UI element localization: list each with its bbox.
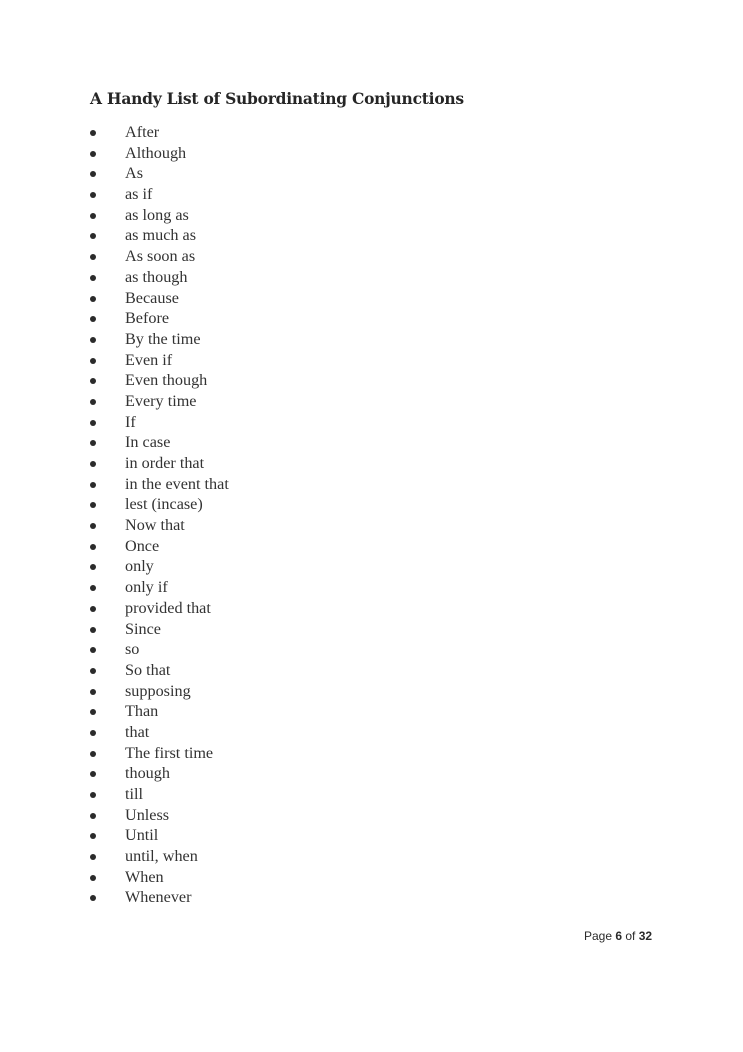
list-item-text: Once (125, 536, 160, 555)
list-item-text: In case (125, 433, 171, 452)
bullet-icon (90, 689, 96, 695)
list-item-text: until, when (125, 847, 198, 866)
bullet-icon (90, 895, 96, 901)
list-item-text: If (125, 412, 136, 431)
bullet-icon (90, 627, 96, 633)
bullet-icon (90, 171, 96, 177)
list-item-text: When (125, 867, 164, 886)
bullet-icon (90, 151, 96, 157)
bullet-icon (90, 751, 96, 757)
bullet-icon (90, 316, 96, 322)
list-item-text: only if (125, 578, 168, 597)
list-item-text: provided that (125, 598, 211, 617)
list-item-text: as much as (125, 226, 197, 245)
bullet-icon (90, 461, 96, 467)
bullet-icon (90, 813, 96, 819)
bullet-icon (90, 420, 96, 426)
bullet-icon (90, 337, 96, 343)
list-item-text: So that (125, 660, 171, 679)
list-item-text: Until (125, 826, 159, 845)
bullet-icon (90, 130, 96, 136)
bullet-icon (90, 482, 96, 488)
list-item-text: Because (125, 288, 179, 307)
list-item-text: lest (incase) (125, 495, 203, 514)
total-pages-number: 32 (638, 929, 653, 943)
list-item-text: Even though (125, 371, 208, 390)
current-page-number: 6 (615, 929, 623, 943)
list-item-text: only (125, 557, 154, 576)
bullet-icon (90, 213, 96, 219)
list-item-text: Even if (125, 350, 173, 369)
bullet-icon (90, 378, 96, 384)
list-item-text: As (125, 164, 143, 183)
list-item-text: in the event that (125, 474, 229, 493)
bullet-icon (90, 792, 96, 798)
bullet-icon (90, 647, 96, 653)
list-item-text: as long as (125, 205, 189, 224)
bullet-icon (90, 771, 96, 777)
list-item-text: Although (125, 143, 187, 162)
bullet-icon (90, 544, 96, 550)
list-item-text: as if (125, 185, 153, 204)
list-item-text: After (125, 123, 160, 141)
list-item-text: Since (125, 619, 161, 638)
bullet-icon (90, 502, 96, 508)
list-item-text: As soon as (125, 247, 196, 266)
bullet-icon (90, 399, 96, 405)
list-item-text: Now that (125, 516, 185, 535)
bullet-icon (90, 358, 96, 364)
bullet-icon (90, 875, 96, 881)
list-item-text: Every time (125, 391, 197, 410)
page-title: A Handy List of Subordinating Conjunctions (90, 89, 464, 108)
list-item-text: Whenever (125, 888, 192, 907)
list-item-text: supposing (125, 681, 191, 700)
page-prefix: Page (584, 929, 616, 943)
list-item-text: By the time (125, 329, 201, 348)
list-item-text: The first time (125, 743, 214, 762)
list-item-text: as though (125, 267, 188, 286)
list-item-text: Unless (125, 805, 170, 824)
bullet-icon (90, 275, 96, 281)
bullet-icon (90, 668, 96, 674)
list-item-text: so (125, 640, 140, 659)
list-item-text: though (125, 764, 170, 783)
bullet-icon (90, 523, 96, 529)
bullet-icon (90, 730, 96, 736)
bullet-icon (90, 709, 96, 715)
list-item-text: till (125, 785, 143, 803)
page-number-footer (584, 929, 652, 943)
list-item-text: that (125, 722, 150, 741)
bullet-icon (90, 192, 96, 198)
list-item-text: Before (125, 309, 170, 328)
bullet-icon (90, 606, 96, 612)
list-item-text: in order that (125, 454, 205, 472)
bullet-icon (90, 564, 96, 570)
bullet-icon (90, 440, 96, 446)
bullet-icon (90, 296, 96, 302)
bullet-icon (90, 233, 96, 239)
bullet-icon (90, 854, 96, 860)
list-item-text: Than (125, 702, 159, 721)
page-of-label: of (622, 929, 639, 943)
bullet-icon (90, 833, 96, 839)
bullet-icon (90, 254, 96, 260)
bullet-icon (90, 585, 96, 591)
